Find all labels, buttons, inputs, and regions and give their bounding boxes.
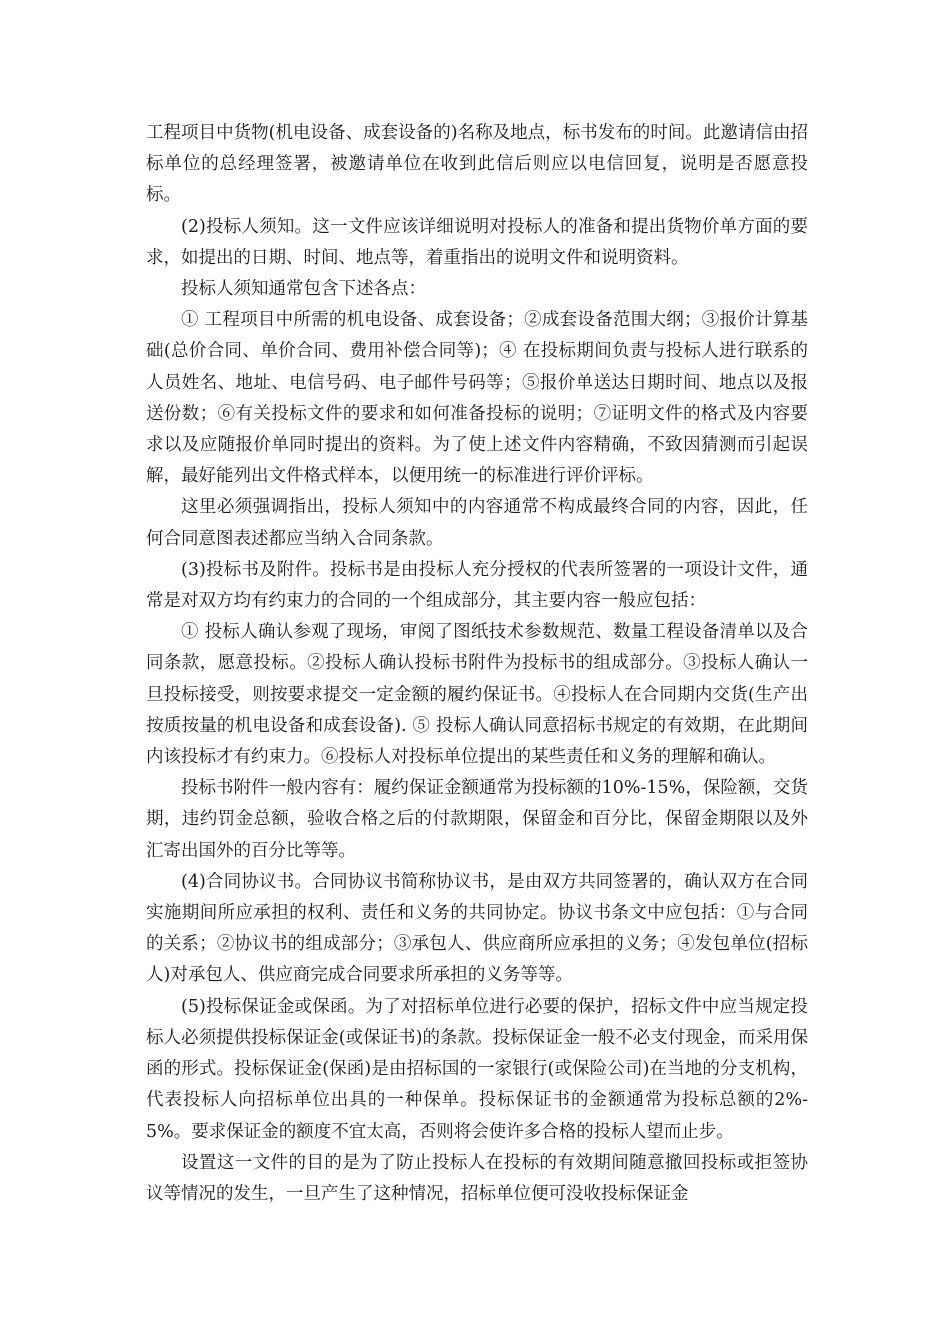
paragraph-5: 这里必须强调指出，投标人须知中的内容通常不构成最终合同的内容，因此，任何合同意图表述都应当纳入合同条款。	[146, 497, 808, 549]
document-body	[146, 118, 808, 1210]
paragraph-10: (5)投标保证金或保函。为了对招标单位进行必要的保护，招标文件中应当规定投标人必须提供投标保证金(或保证书)的条款。投标保证金一般不必支付现金，而采用保函的形式。投标保证金(保函)是由招标国的一家银行(或保险公司)在当地的分支机构，代表投标人向招标单位出具的一种保单。投标保证书的金额通常为投标总额的2%-5%。要求保证金的额度不宜太高，否则将会使许多合格的投标人望而止步。	[146, 996, 808, 1142]
paragraph-6: (3)投标书及附件。投标书是由投标人充分授权的代表所签署的一项设计文件，通常是对双方均有约束力的合同的一个组成部分，其主要内容一般应包括：	[146, 559, 808, 612]
paragraph-4: ① 工程项目中所需的机电设备、成套设备；②成套设备范围大纲；③报价计算基础(总价合同、单价合同、费用补偿合同等)；④ 在投标期间负责与投标人进行联系的人员姓名、地址、电信号码、电子邮件号码等；⑤报价单送达日期时间、地点以及报送份数；⑥有关投标文件的要求和如何准备投标的说明；⑦证明文件的格式及内容要求以及应随报价单同时提出的资料。为了使上述文件内容精确，不致因猜测而引起误解，最好能列出文件格式样本，以便用统一的标准进行评价评标。	[146, 310, 808, 487]
paragraph-2: (2)投标人须知。这一文件应该详细说明对投标人的准备和提出货物价单方面的要求，如提出的日期、时间、地点等，着重指出的说明文件和说明资料。	[146, 216, 808, 268]
paragraph-3: 投标人须知通常包含下述各点：	[181, 279, 426, 300]
paragraph-1: 工程项目中货物(机电设备、成套设备的)名称及地点，标书发布的时间。此邀请信由招标单位的总经理签署，被邀请单位在收到此信后则应以电信回复，说明是否愿意投标。	[146, 123, 808, 206]
paragraph-7: ① 投标人确认参观了现场，审阅了图纸技术参数规范、数量工程设备清单以及合同条款，愿意投标。②投标人确认投标书附件为投标书的组成部分。③投标人确认一旦投标接受，则按要求提交一定金额的履约保证书。④投标人在合同期内交货(生产出按质按量的机电设备和成套设备). ⑤ 投标人确认同意招标书规定的有效期，在此期间内该投标才有约束力。⑥投标人对投标单位提出的某些责任和义务的理解和确认。	[146, 622, 808, 768]
paragraph-9: (4)合同协议书。合同协议书简称协议书，是由双方共同签署的，确认双方在合同实施期间所应承担的权利、责任和义务的共同协定。协议书条文中应包括：①与合同的关系；②协议书的组成部分；③承包人、供应商所应承担的义务；④发包单位(招标人)对承包人、供应商完成合同要求所承担的义务等等。	[146, 871, 808, 986]
paragraph-11: 设置这一文件的目的是为了防止投标人在投标的有效期间随意撤回投标或拒签协议等情况的发生，一旦产生了这种情况，招标单位便可没收投标保证金	[146, 1152, 808, 1204]
paragraph-8: 投标书附件一般内容有：履约保证金额通常为投标额的10%-15%，保险额，交货期，违约罚金总额，验收合格之后的付款期限，保留金和百分比，保留金期限以及外汇寄出国外的百分比等等。	[146, 778, 808, 861]
